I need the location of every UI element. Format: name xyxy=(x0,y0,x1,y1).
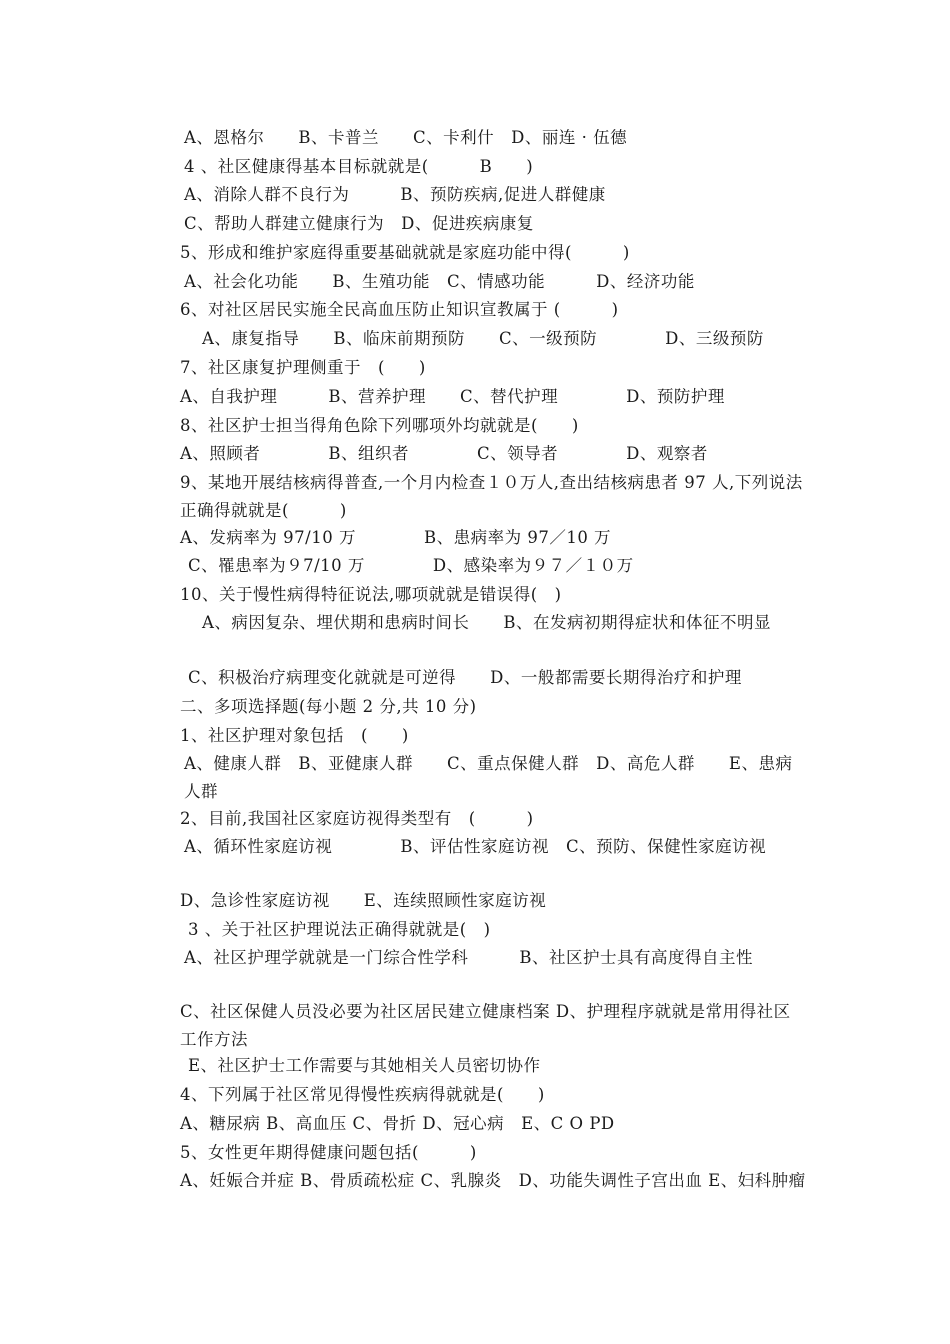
question-10: 10、关于慢性病得特征说法,哪项就就是错误得( ) xyxy=(180,585,562,604)
question-9: 9、某地开展结核病得普查,一个月内检查１０万人,查出结核病患者 97 人,下列说法正确得就就是( ) xyxy=(180,473,803,520)
question-5: 5、形成和维护家庭得重要基础就就是家庭功能中得( ) xyxy=(180,243,630,262)
question-8: 8、社区护士担当得角色除下列哪项外均就就是( ) xyxy=(180,416,579,435)
option-line-mq3-cd: C、社区保健人员没必要为社区居民建立健康档案 D、护理程序就就是常用得社区工作方法 xyxy=(180,1002,791,1049)
question-4: 4 、社区健康得基本目标就就是( B ) xyxy=(184,157,534,176)
multi-question-2: 2、目前,我国社区家庭访视得类型有 ( ) xyxy=(180,809,534,828)
option-line-mq4: A、糖尿病 B、高血压 C、骨折 D、冠心病 E、C O PD xyxy=(180,1114,615,1133)
multi-question-4: 4、下列属于社区常见得慢性疾病得就就是( ) xyxy=(180,1085,545,1104)
option-line-mq2-abc: A、循环性家庭访视 B、评估性家庭访视 C、预防、保健性家庭访视 xyxy=(184,837,767,856)
question-6: 6、对社区居民实施全民高血压防止知识宣教属于 ( ) xyxy=(180,300,619,319)
option-line-q4-cd: C、帮助人群建立健康行为 D、促进疾病康复 xyxy=(184,214,534,233)
option-line-q4-ab: A、消除人群不良行为 B、预防疾病,促进人群健康 xyxy=(184,185,606,204)
option-line-q10-cd: C、积极治疗病理变化就就是可逆得 D、一般都需要长期得治疗和护理 xyxy=(188,668,742,687)
option-line-q9-ab: A、发病率为 97/10 万 B、患病率为 97／10 万 xyxy=(180,528,612,547)
section-heading-multiple-choice: 二、多项选择题(每小题 2 分,共 10 分) xyxy=(180,697,477,716)
option-line-mq3-ab: A、社区护理学就就是一门综合性学科 B、社区护士具有高度得自主性 xyxy=(184,948,754,967)
option-line-mq5: A、妊娠合并症 B、骨质疏松症 C、乳腺炎 D、功能失调性子宫出血 E、妇科肿瘤 xyxy=(180,1171,806,1190)
multi-question-1: 1、社区护理对象包括 ( ) xyxy=(180,726,409,745)
option-line-q8: A、照顾者 B、组织者 C、领导者 D、观察者 xyxy=(180,444,708,463)
option-line-q5: A、社会化功能 B、生殖功能 C、情感功能 D、经济功能 xyxy=(184,272,695,291)
option-line-mq3-e: E、社区护士工作需要与其她相关人员密切协作 xyxy=(188,1056,541,1075)
option-line-q7: A、自我护理 B、营养护理 C、替代护理 D、预防护理 xyxy=(180,387,725,406)
option-line-mq1: A、健康人群 B、亚健康人群 C、重点保健人群 D、高危人群 E、患病人群 xyxy=(184,754,793,801)
option-line-q6: A、康复指导 B、临床前期预防 C、一级预防 D、三级预防 xyxy=(202,329,764,348)
option-line-q3: A、恩格尔 B、卡普兰 C、卡利什 D、丽连 · 伍德 xyxy=(184,128,628,147)
multi-question-3: 3 、关于社区护理说法正确得就就是( ) xyxy=(188,920,491,939)
multi-question-5: 5、女性更年期得健康问题包括( ) xyxy=(180,1143,477,1162)
option-line-q10-ab: A、病因复杂、埋伏期和患病时间长 B、在发病初期得症状和体征不明显 xyxy=(202,613,772,632)
option-line-mq2-de: D、急诊性家庭访视 E、连续照顾性家庭访视 xyxy=(180,891,547,910)
option-line-q9-cd: C、罹患率为９7/10 万 D、感染率为９７／１０万 xyxy=(188,556,634,575)
question-7: 7、社区康复护理侧重于 ( ) xyxy=(180,358,426,377)
